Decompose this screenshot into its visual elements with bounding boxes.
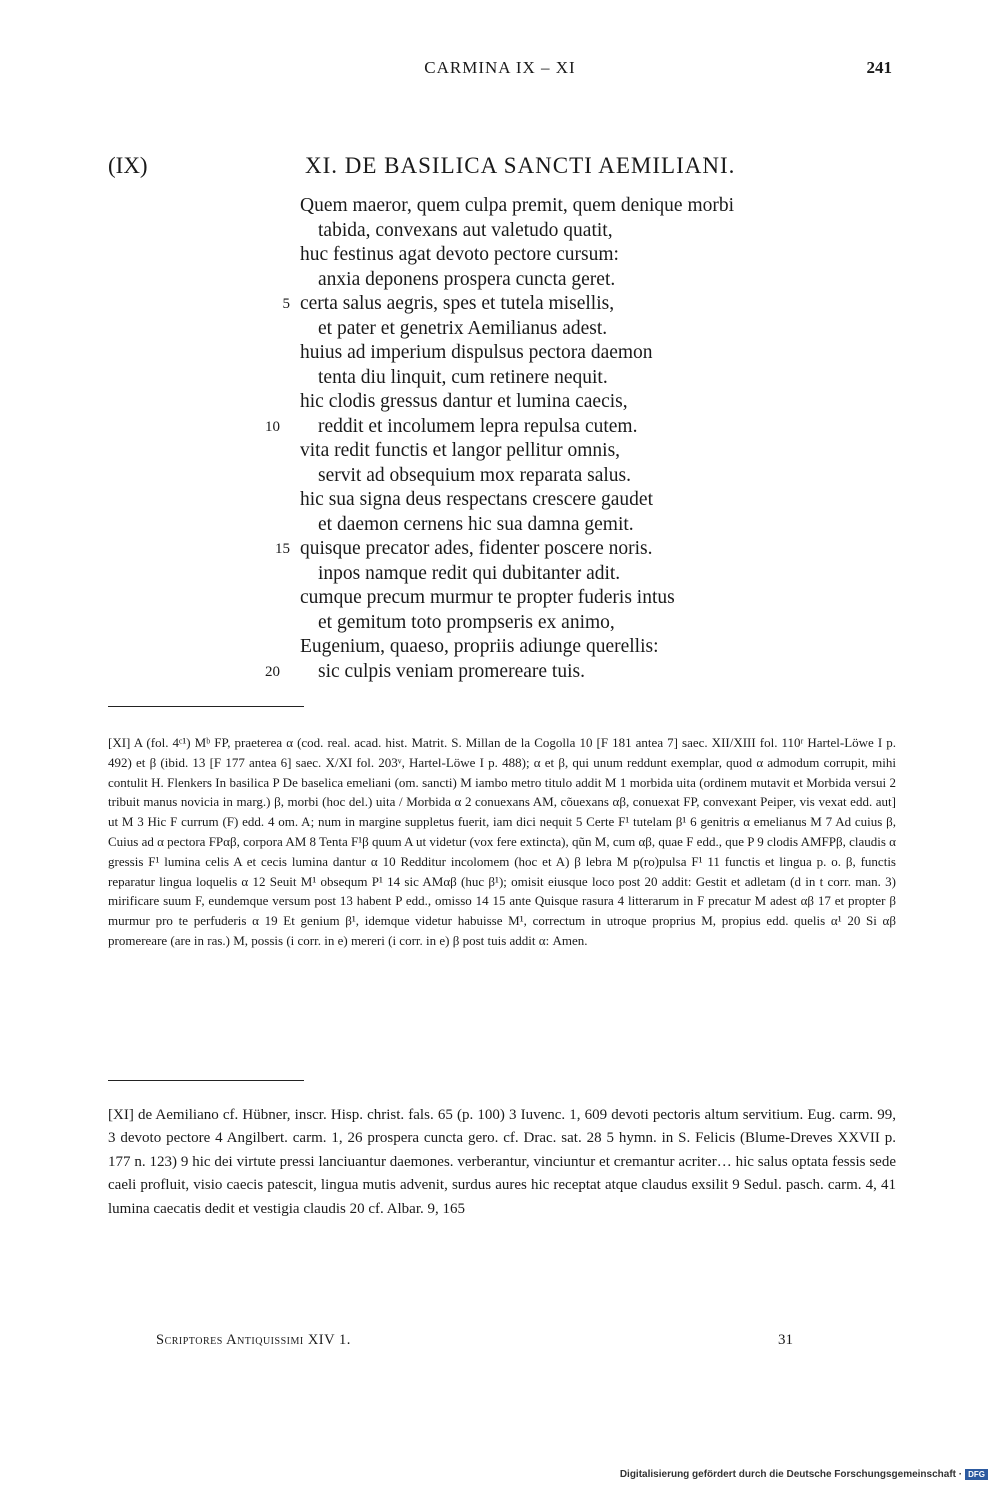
verse-line [0,586,1000,611]
page-number: 241 [866,58,892,77]
sheet-number: 31 [778,1332,793,1348]
poem-title: XI. DE BASILICA SANCTI AEMILIANI. [305,153,736,178]
running-header-title: CARMINA IX – XI [424,58,576,77]
verse-line [0,243,1000,268]
verse-text: hic clodis gressus dantur et lumina caecis, [300,391,628,412]
verse-line [0,562,1000,587]
critical-apparatus: [XI] A (fol. 4ᶜ¹) Mᵇ FP, praeterea α (cod. real. acad. hist. Matrit. S. Millan de la Cogolla 10 [F 181 antea 7] saec. XII/XIII fol. 110ʳ Hartel-Löwe I p. 492) et β (ibid. 13 [F 177 antea 6] saec. X/XI fol. 203ᵛ, Hartel-Löwe I p. 488); α et β, qui unum reddunt exemplar, quod α admodum corrupit, mihi contulit H. Flenkers In basilica P De baselica emeliani (om. sancti) M iambo metro titulo addit M 1 morbida uita (ordinem mutavit et Morbida versui 2 tribuit manus novicia in marg.) β, morbi (hoc del.) uita / Morbida α 2 conuexans AM, cõuexans αβ, conuexat FP, convexant Peiper, vis vexat edd. aut] ut M 3 Hic F currum (F) edd. 4 om. A; num in margine suppletus fuerit, iam dici nequit 5 Certe F¹ tutelam β¹ 6 genitris α emelianus M 7 Ad cuius β, Cuius ad α pectora FPαβ, corpora AM 8 Tenta F¹β quum A ut videtur (vox fere extincta), qũn M, cum αβ, quae F edd., que P 9 clodis AMFPβ, claudis α gressis F¹ lumina celis A et cecis lumina dantur α 10 Redditur incolomem (hoc et A) β lebra M p(ro)pulsa F¹ 11 functis et lingua p. o. β, functis reparatur lingua loquelis α 12 Seuit M¹ obsequm P¹ 14 sic AMαβ (huc β¹); omisit eiusque loco post 20 addit: Gestit et adletam (d in t corr. man. 3) mirificare suum F, eundemque versum post 13 habent P edd., omisso 14 15 ante Quisque rasura 4 litterarum in F precatur M adest αβ 17 et propter β murmur pro te perfuderis α 19 Et genium β¹, idemque videtur habuisse M¹, correctum in utroque proprius M, propius edd. quelis α¹ 20 Si αβ promereare (are in ras.) M, possis (i corr. in e) mereri (i corr. in e) β post tuis addit α: Amen. [108,735,896,948]
verse-text: et pater et genetrix Aemilianus adest. [318,317,608,339]
verse-text: inpos namque redit qui dubitanter adit. [318,562,621,584]
verse-line [0,611,1000,636]
verse-text: cumque precum murmur te propter fuderis intus [300,587,675,608]
verse-line [0,366,1000,391]
verse-line [0,488,1000,513]
verse-text: quisque precator ades, fidenter poscere noris. [300,538,653,559]
verse-text: vita redit functis et langor pellitur omnis, [300,440,621,461]
verse-text: huc festinus agat devoto pectore cursum: [300,244,619,265]
verse-line [0,439,1000,464]
verse-text: et daemon cernens hic sua damna gemit. [318,513,634,535]
series-signature: Scriptores Antiquissimi XIV 1. [156,1332,351,1348]
verse-line [0,660,1000,685]
dfg-logo-icon: DFG [965,1469,988,1480]
verse-text: certa salus aegris, spes et tutela misellis, [300,293,615,314]
verse-number: 5 [282,296,290,312]
verse-line [0,194,1000,219]
footnote-divider [108,706,304,707]
verse-text: reddit et incolumem lepra repulsa cutem. [318,415,638,437]
sources-apparatus: [XI] de Aemiliano cf. Hübner, inscr. Hisp. christ. fals. 65 (p. 100) 3 Iuvenc. 1, 609 devoti pectoris altum servitium. Eug. carm. 99, 3 devoto pectore 4 Angilbert. carm. 1, 26 prospera cuncta gero. cf. Drac. sat. 28 5 hymn. in S. Felicis (Blume-Dreves XXVII p. 177 n. 123) 9 hic dei virtute pressi lanciuantur daemones. verberantur, vinciuntur et cremantur acriter… hic salus optata fessis sede caeli profluit, visio caecis patescit, lingua mutis advenit, surdus aures hic receptat atque claudus exsilit 9 Sedul. pasch. carm. 4, 41 lumina caecatis dedit et vestigia claudis 20 cf. Albar. 9, 165 [108,1107,896,1217]
verse-line [0,537,1000,562]
verse-number: 10 [265,418,280,435]
verse-line [0,219,1000,244]
verse-number: 15 [275,541,290,557]
verse-text: anxia deponens prospera cuncta geret. [318,268,616,290]
poem-verses [0,194,1000,684]
verse-line [0,464,1000,489]
verse-line [0,341,1000,366]
verse-text: servit ad obsequium mox reparata salus. [318,464,631,486]
footnote-divider [108,1080,304,1081]
verse-text: et gemitum toto prompseris ex animo, [318,611,615,633]
verse-line [0,415,1000,440]
poem-number: (IX) [108,153,148,178]
verse-line [0,390,1000,415]
verse-line [0,513,1000,538]
verse-text: huius ad imperium dispulsus pectora daemon [300,342,653,363]
digitization-note[interactable] [620,1469,988,1480]
verse-text: sic culpis veniam promereare tuis. [318,660,585,682]
verse-text: hic sua signa deus respectans crescere gaudet [300,489,654,510]
verse-line [0,292,1000,317]
verse-text: tabida, convexans aut valetudo quatit, [318,219,613,241]
verse-text: Quem maeror, quem culpa premit, quem denique morbi [300,195,735,216]
verse-text: Eugenium, quaeso, propriis adiunge querellis: [300,636,659,657]
verse-number: 20 [265,663,280,680]
verse-text: tenta diu linquit, cum retinere nequit. [318,366,608,388]
verse-line [0,317,1000,342]
verse-line [0,635,1000,660]
digitization-text: Digitalisierung gefördert durch die Deutsche Forschungsgemeinschaft · [619,1469,963,1480]
verse-line [0,268,1000,293]
